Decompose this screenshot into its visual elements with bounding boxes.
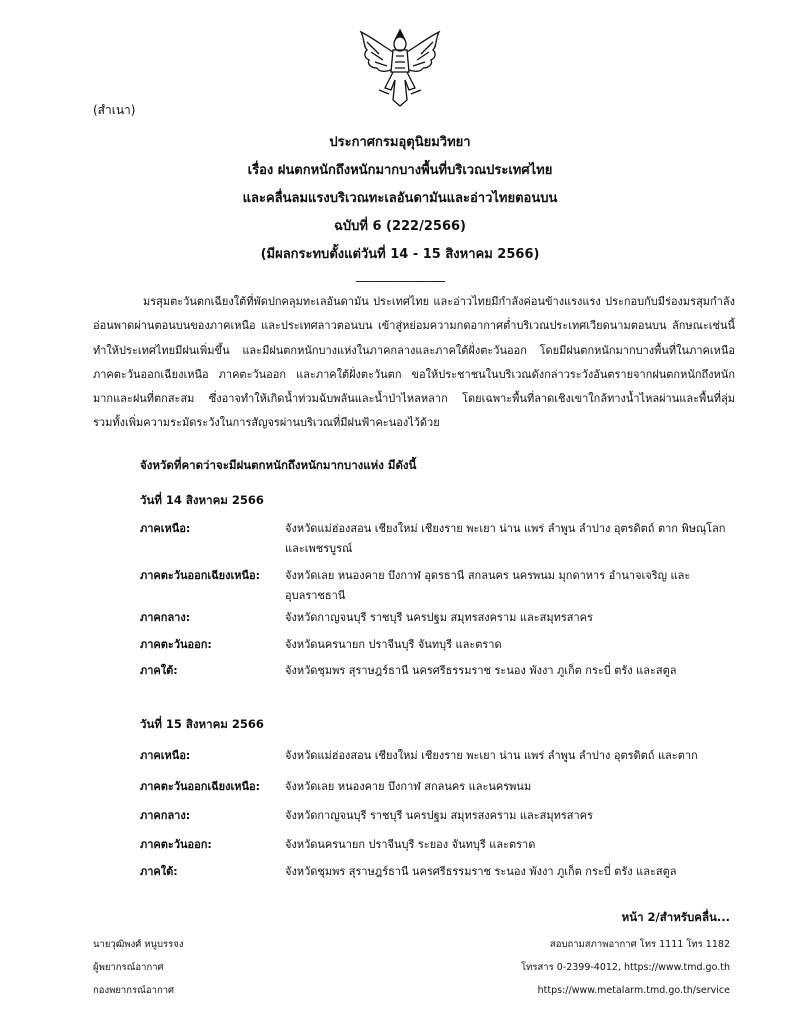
region-name: ภาคกลาง:: [140, 809, 191, 822]
announcement-issue-number: ฉบับที่ 6 (222/2566): [334, 219, 466, 234]
forecaster-name: นายวุฒิพงศ์ หนูบรรจง: [93, 939, 184, 950]
copy-label: (สำเนา): [93, 103, 136, 117]
region-name: ภาคเหนือ:: [140, 522, 191, 535]
contact-fax-website: โทรสาร 0-2399-4012, https://www.tmd.go.th: [521, 962, 730, 973]
day-date: วันที่ 14 สิงหาคม 2566: [140, 493, 264, 507]
region-provinces: จังหวัดชุมพร สุราษฎร์ธานี นครศรีธรรมราช ระนอง พังงา ภูเก็ต กระบี่ ตรัง และสตูล: [285, 865, 677, 878]
region-name: ภาคเหนือ:: [140, 749, 191, 762]
region-name: ภาคกลาง:: [140, 611, 191, 624]
next-page-note: หน้า 2/สำหรับคลื่น...: [621, 910, 730, 924]
header-divider: ________________: [356, 268, 444, 283]
announcement-issuer: ประกาศกรมอุตุนิยมวิทยา: [329, 135, 471, 150]
day-date: วันที่ 15 สิงหาคม 2566: [140, 717, 264, 731]
region-provinces: จังหวัดกาญจนบุรี ราชบุรี นครปฐม สมุทรสงคราม และสมุทรสาคร: [285, 809, 593, 822]
contact-block: [521, 933, 730, 1002]
region-name: ภาคตะวันออก:: [140, 838, 212, 851]
region-provinces: จังหวัดแม่ฮ่องสอน เชียงใหม่ เชียงราย พะเยา น่าน แพร่ ลำพูน ลำปาง อุตรดิตถ์ และตาก: [285, 749, 698, 762]
region-name: ภาคใต้:: [140, 664, 178, 677]
region-name: ภาคตะวันออกเฉียงเหนือ:: [140, 780, 261, 793]
region-name: ภาคตะวันออก:: [140, 638, 212, 651]
forecaster-division: กองพยากรณ์อากาศ: [93, 985, 175, 996]
region-name: ภาคใต้:: [140, 865, 178, 878]
region-provinces: จังหวัดแม่ฮ่องสอน เชียงใหม่ เชียงราย พะเยา น่าน แพร่ ลำพูน ลำปาง อุตรดิตถ์ ตาก พิษณุโลก และเพชรบูรณ์: [285, 522, 726, 555]
announcement-subject-cont: และคลื่นลมแรงบริเวณทะเลอันดามันและอ่าวไทยตอนบน: [242, 191, 558, 206]
contact-phone: สอบถามสภาพอากาศ โทร 1111 โทร 1182: [549, 939, 730, 950]
provinces-heading: จังหวัดที่คาดว่าจะมีฝนตกหนักถึงหนักมากบางแห่ง มีดังนี้: [140, 458, 417, 472]
forecaster-signature-block: [93, 933, 183, 1002]
announcement-subject: เรื่อง ฝนตกหนักถึงหนักมากบางพื้นที่บริเวณประเทศไทย: [247, 163, 553, 178]
region-provinces: จังหวัดชุมพร สุราษฎร์ธานี นครศรีธรรมราช ระนอง พังงา ภูเก็ต กระบี่ ตรัง และสตูล: [285, 664, 677, 677]
region-provinces: จังหวัดกาญจนบุรี ราชบุรี นครปฐม สมุทรสงคราม และสมุทรสาคร: [285, 611, 593, 624]
region-provinces: จังหวัดนครนายก ปราจีนบุรี จันทบุรี และตราด: [285, 638, 502, 651]
region-provinces: จังหวัดเลย หนองคาย บึงกาฬ สกลนคร และนครพนม: [285, 780, 532, 793]
body-paragraph: มรสุมตะวันตกเฉียงใต้ที่พัดปกคลุมทะเลอันดามัน ประเทศไทย และอ่าวไทยมีกำลังค่อนข้างแรงแรง ประกอบกับมีร่องมรสุมกำลังอ่อนพาดผ่านตอนบนของภาคเหนือ และประเทศลาวตอนบน เข้าสู่หย่อมความกดอากาศต่ำบริเวณประเทศเวียดนามตอนบน ลักษณะเช่นนี้ทำให้ประเทศไทยมีฝนเพิ่มขึ้น และมีฝนตกหนักบางแห่งในภาคกลางและภาคใต้ฝั่งตะวันออก โดยมีฝนตกหนักมากบางพื้นที่ในภาคเหนือ ภาคตะวันออกเฉียงเหนือ ภาคตะวันออก และภาคใต้ฝั่งตะวันตก ขอให้ประชาชนในบริเวณดังกล่าวระวังอันตรายจากฝนตกหนักถึงหนักมากและฝนที่ตกสะสม ซึ่งอาจทำให้เกิดน้ำท่วมฉับพลันและน้ำป่าไหลหลาก โดยเฉพาะพื้นที่ลาดเชิงเขาใกล้ทางน้ำไหลผ่านและพื้นที่ลุ่ม รวมทั้งเพิ่มความระมัดระวังในการสัญจรผ่านบริเวณที่มีฝนฟ้าคะนองไว้ด้วย: [93, 295, 735, 430]
region-provinces: จังหวัดเลย หนองคาย บึงกาฬ อุดรธานี สกลนคร นครพนม มุกดาหาร อำนาจเจริญ และอุบลราชธานี: [285, 569, 691, 602]
region-provinces: จังหวัดนครนายก ปราจีนบุรี ระยอง จันทบุรี และตราด: [285, 838, 536, 851]
region-name: ภาคตะวันออกเฉียงเหนือ:: [140, 569, 261, 582]
announcement-header: [0, 129, 800, 289]
announcement-effective-dates: (มีผลกระทบตั้งแต่วันที่ 14 - 15 สิงหาคม 2566): [260, 247, 540, 262]
forecaster-title: ผู้พยากรณ์อากาศ: [93, 962, 164, 973]
garuda-emblem-icon: [355, 28, 445, 108]
contact-service-url: https://www.metalarm.tmd.go.th/service: [537, 985, 730, 996]
